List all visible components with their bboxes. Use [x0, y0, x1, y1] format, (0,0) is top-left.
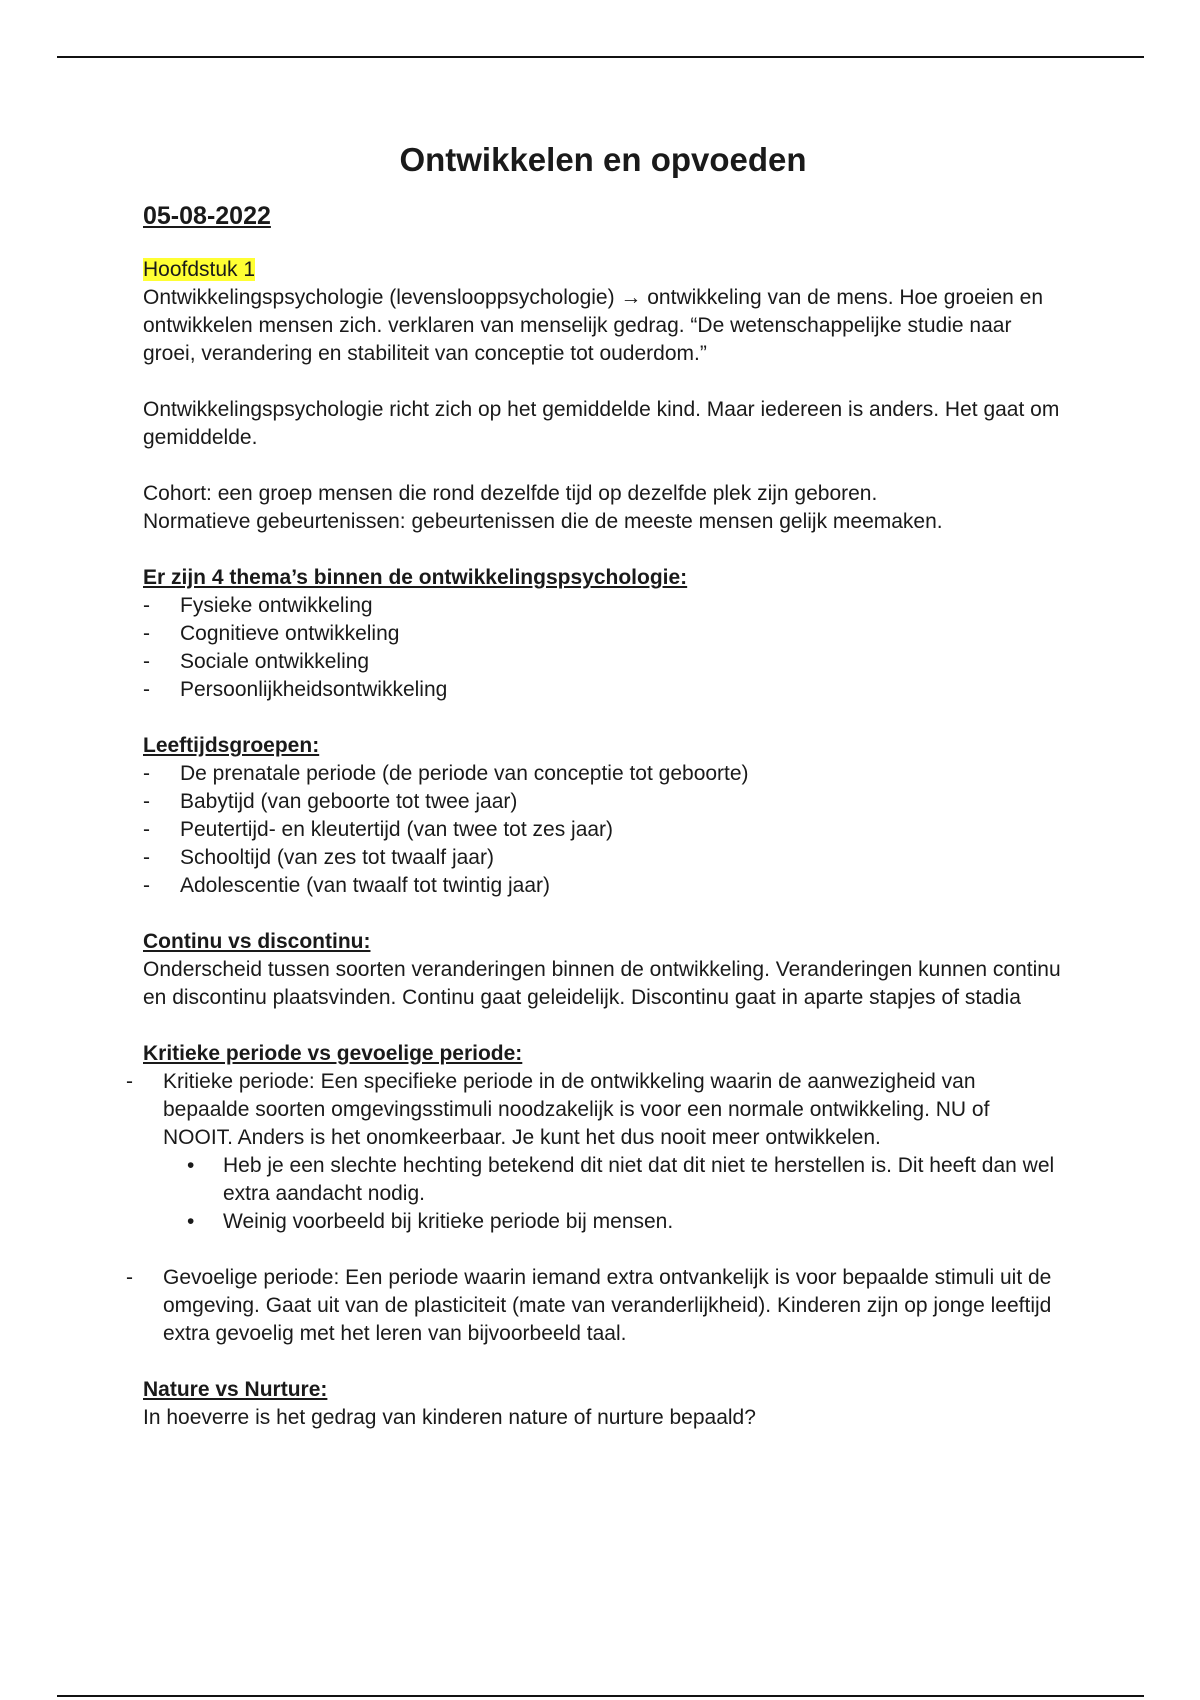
critical-period-item: - Kritieke periode: Een specifieke periode in de ontwikkeling waarin de aanwezigheid van bepaalde soorten omgevingsstimuli noodzakelijk is voor een normale ontwikkeling. NU of NOOIT. Anders is het onomkeerbaar. Je kunt het dus nooit meer ontwikkelen. — [126, 1070, 990, 1149]
age-groups-list — [143, 760, 1063, 900]
cohort-definition: Cohort: een groep mensen die rond dezelfde tijd op dezelfde plek zijn geboren. — [143, 482, 878, 505]
themes-heading: Er zijn 4 thema’s binnen de ontwikkelingspsychologie: — [143, 566, 688, 589]
average-paragraph: Ontwikkelingspsychologie richt zich op het gemiddelde kind. Maar iedereen is anders. Het gaat om gemiddelde. — [143, 398, 1060, 449]
chapter-label: Hoofdstuk 1 — [143, 258, 256, 281]
document-body — [126, 140, 1063, 1432]
critical-heading: Kritieke periode vs gevoelige periode: — [143, 1042, 523, 1065]
sensitive-period-item: - Gevoelige periode: Een periode waarin iemand extra ontvankelijk is voor bepaalde stimuli uit de omgeving. Gaat uit van de plasticiteit (mate van veranderlijkheid). Kinderen zijn op jonge leeftijd extra gevoelig met het leren van bijvoorbeeld taal. — [126, 1266, 1052, 1345]
list-item: - Cognitieve ontwikkeling — [143, 620, 1063, 648]
normative-definition: Normatieve gebeurtenissen: gebeurtenissen die de meeste mensen gelijk meemaken. — [143, 510, 943, 533]
list-item: - Sociale ontwikkeling — [143, 648, 1063, 676]
list-item: - Peutertijd- en kleutertijd (van twee tot zes jaar) — [143, 816, 1063, 844]
list-item: • Weinig voorbeeld bij kritieke periode bij mensen. — [223, 1208, 1063, 1236]
page-title: Ontwikkelen en opvoeden — [399, 141, 807, 178]
sensitive-period-text: Gevoelige periode: Een periode waarin iemand extra ontvankelijk is voor bepaalde stimuli uit de omgeving. Gaat uit van de plasticiteit (mate van veranderlijkheid). Kinderen zijn op jonge leeftijd extra gevoelig met het leren van bijvoorbeeld taal. — [163, 1266, 1052, 1345]
bottom-rule — [57, 1695, 1144, 1697]
list-item: - Adolescentie (van twaalf tot twintig jaar) — [143, 872, 1063, 900]
nature-text: In hoeverre is het gedrag van kinderen nature of nurture bepaald? — [143, 1406, 756, 1429]
critical-period-text: Kritieke periode: Een specifieke periode in de ontwikkeling waarin de aanwezigheid van bepaalde soorten omgevingsstimuli noodzakelijk is voor een normale ontwikkeling. NU of NOOIT. Anders is het onomkeerbaar. Je kunt het dus nooit meer ontwikkelen. — [163, 1070, 990, 1149]
continuity-text: Onderscheid tussen soorten veranderingen binnen de ontwikkeling. Veranderingen kunnen continu en discontinu plaatsvinden. Continu gaat geleidelijk. Discontinu gaat in aparte stapjes of stadia — [143, 958, 1061, 1009]
themes-list — [143, 592, 1063, 704]
age-groups-heading: Leeftijdsgroepen: — [143, 734, 320, 757]
critical-bullets — [143, 1152, 1063, 1236]
list-item: - Babytijd (van geboorte tot twee jaar) — [143, 788, 1063, 816]
list-item: - Fysieke ontwikkeling — [143, 592, 1063, 620]
intro-paragraph: Ontwikkelingspsychologie (levenslooppsychologie) → ontwikkeling van de mens. Hoe groeien en ontwikkelen mensen zich. verklaren van menselijk gedrag. “De wetenschappelijke studie naar groei, verandering en stabiliteit van conceptie tot ouderdom.” — [143, 286, 1043, 365]
date-heading: 05-08-2022 — [143, 202, 271, 230]
nature-heading: Nature vs Nurture: — [143, 1378, 328, 1401]
list-item: - De prenatale periode (de periode van conceptie tot geboorte) — [143, 760, 1063, 788]
list-item: - Persoonlijkheidsontwikkeling — [143, 676, 1063, 704]
list-item: • Heb je een slechte hechting betekend dit niet dat dit niet te herstellen is. Dit heeft dan wel extra aandacht nodig. — [223, 1152, 1063, 1208]
list-item: - Schooltijd (van zes tot twaalf jaar) — [143, 844, 1063, 872]
continuity-heading: Continu vs discontinu: — [143, 930, 371, 953]
top-rule — [57, 56, 1144, 58]
